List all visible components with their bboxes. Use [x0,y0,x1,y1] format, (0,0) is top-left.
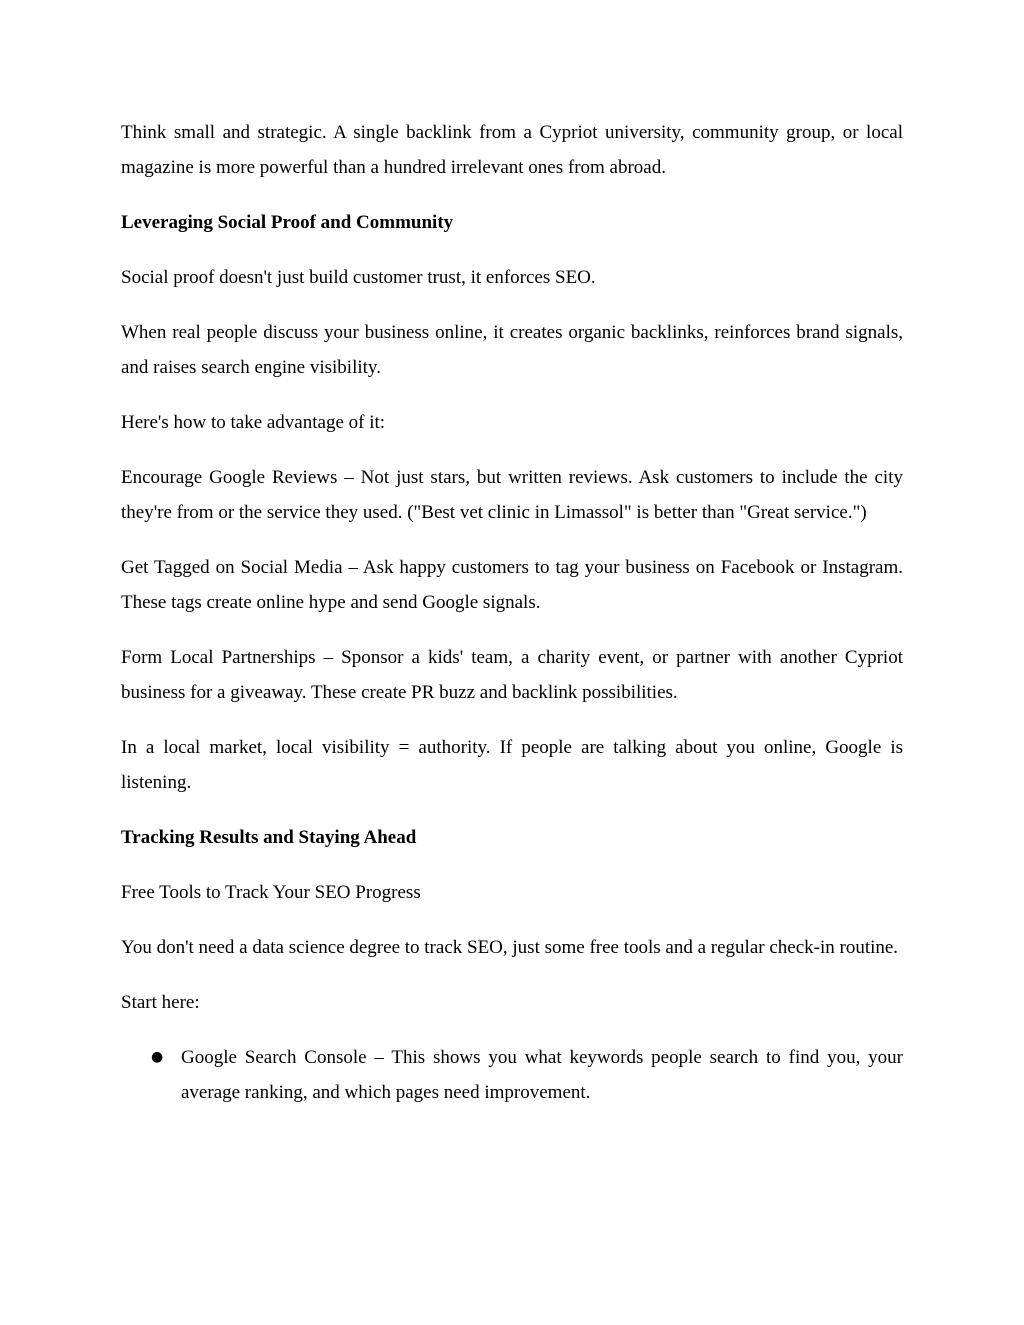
bullet-text: Google Search Console – This shows you what keywords people search to find you, your average ranking, and which pages need improvement. [181,1047,903,1103]
paragraph-start-here: Start here: [121,992,200,1013]
paragraph-social-proof-intro: Social proof doesn't just build customer trust, it enforces SEO. [121,267,596,288]
paragraph-no-degree: You don't need a data science degree to track SEO, just some free tools and a regular check-in routine. [121,937,899,958]
paragraph-google-reviews: Encourage Google Reviews – Not just stars, but written reviews. Ask customers to include the city they're from or the service they used. ("Best vet clinic in Limassol" is better than "Great service.") [121,467,903,523]
paragraph-real-people: When real people discuss your business online, it creates organic backlinks, reinforces brand signals, and raises search engine visibility. [121,322,903,378]
paragraph-social-media-tags: Get Tagged on Social Media – Ask happy customers to tag your business on Facebook or Instagram. These tags create online hype and send Google signals. [121,557,903,613]
heading-tracking-results: Tracking Results and Staying Ahead [121,827,417,848]
paragraph-local-visibility: In a local market, local visibility = authority. If people are talking about you online, Google is listening. [121,737,903,793]
paragraph-local-partnerships: Form Local Partnerships – Sponsor a kids' team, a charity event, or partner with another Cypriot business for a giveaway. These create PR buzz and backlink possibilities. [121,647,903,703]
paragraph-how-to: Here's how to take advantage of it: [121,412,386,433]
bullet-icon: ● [151,1049,164,1065]
document-page [121,115,903,1110]
subheading-free-tools: Free Tools to Track Your SEO Progress [121,882,421,903]
tools-bullet-list [121,1040,903,1110]
paragraph-backlink-strategy: Think small and strategic. A single backlink from a Cypriot university, community group, or local magazine is more powerful than a hundred irrelevant ones from abroad. [121,122,903,178]
list-item [121,1040,903,1110]
heading-social-proof: Leveraging Social Proof and Community [121,212,454,233]
